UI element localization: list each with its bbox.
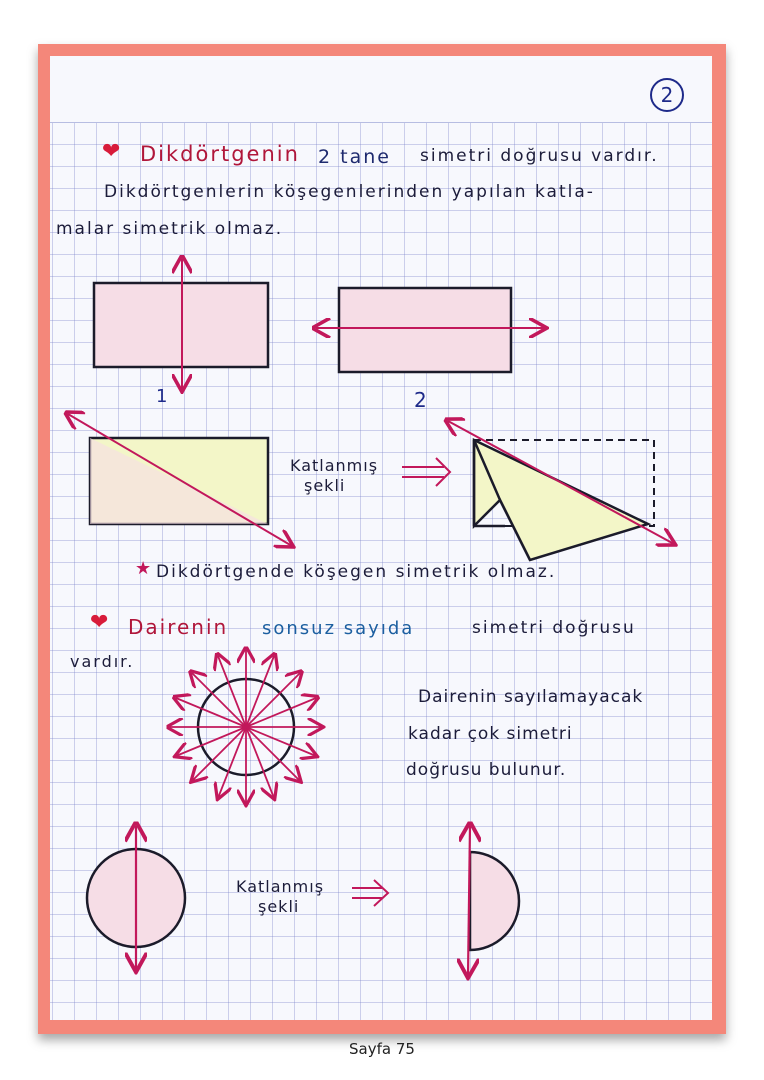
rectangle-2 (339, 288, 511, 372)
circle-many-axes-figure (170, 650, 322, 804)
half-circle-axis (468, 826, 470, 976)
rect-text-line3: malar simetrik olmaz. (56, 219, 284, 239)
double-arrow-icon (352, 880, 388, 906)
circle-desc-line2: kadar çok simetri (408, 724, 573, 744)
rect-heading-count: 2 tane (318, 146, 391, 168)
circle-desc-line1: Dairenin sayılamayacak (418, 687, 644, 707)
double-arrow-icon (402, 458, 450, 486)
folded-label-line2: şekli (304, 476, 346, 495)
circle-folded-label-line2: şekli (258, 897, 300, 916)
circle-heading-title: Dairenin (128, 615, 229, 639)
heart-icon: ❤ (90, 610, 111, 635)
figure-1-label: 1 (156, 386, 170, 407)
circle-heading-rest: simetri doğrusu (472, 618, 636, 638)
circle-heading-count: sonsuz sayıda (262, 618, 415, 639)
page-number-badge: 2 (650, 78, 684, 112)
figure-2-label: 2 (414, 388, 429, 412)
heart-icon: ❤ (102, 139, 123, 164)
star-icon: ★ (135, 558, 154, 579)
page-footer: Sayfa 75 (349, 1040, 415, 1058)
half-circle (470, 852, 519, 950)
circle-folded-label-line1: Katlanmış (236, 877, 325, 896)
folded-label-line1: Katlanmış (290, 456, 379, 475)
circle-desc-line3: doğrusu bulunur. (406, 760, 567, 780)
rect-text-line2: Dikdörtgenlerin köşegenlerinden yapılan katla- (104, 182, 595, 202)
rect-diagonal-note: Dikdörtgende köşegen simetrik olmaz. (156, 562, 557, 582)
rect-heading-title: Dikdörtgenin (140, 142, 300, 166)
rect-heading-rest: simetri doğrusu vardır. (420, 146, 659, 166)
circle-text-line2: vardır. (70, 652, 135, 671)
